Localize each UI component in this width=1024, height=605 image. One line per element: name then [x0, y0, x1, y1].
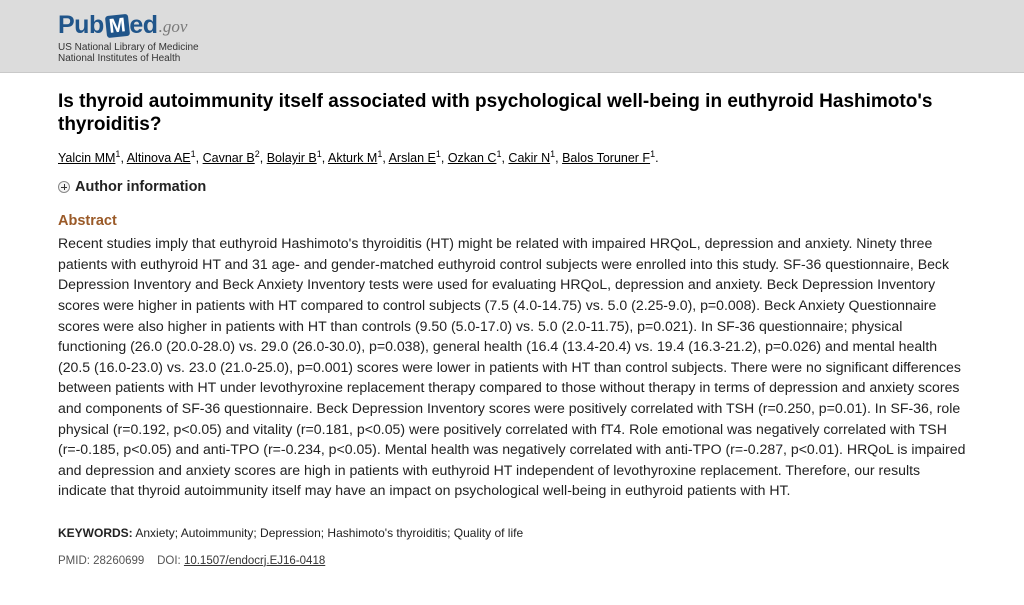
author-affiliation: 1: [115, 149, 121, 159]
abstract-heading: Abstract: [58, 213, 117, 230]
pmid: PMID: 28260699: [58, 554, 145, 567]
article-title: Is thyroid autoimmunity itself associated with psychological well-being in euthyroid Hashimoto's thyroiditis?: [58, 91, 933, 135]
keywords: [58, 526, 968, 540]
author-link[interactable]: Akturk M: [328, 151, 378, 166]
keywords-list: Anxiety; Autoimmunity; Depression; Hashimoto's thyroiditis; Quality of life: [135, 525, 524, 540]
author-separator: ,: [195, 151, 203, 166]
author-affiliation: 1: [190, 149, 196, 159]
author-separator: ,: [440, 151, 448, 166]
logo-gov: .gov: [158, 17, 188, 36]
author-separator: ,: [321, 151, 328, 166]
author-separator: ,: [120, 151, 127, 166]
author-separator: ,: [382, 151, 389, 166]
org-line-1: US National Library of Medicine: [58, 42, 199, 53]
doi-label: DOI:: [157, 554, 181, 567]
article-identifiers: [58, 555, 968, 567]
author-affiliation: 1: [496, 149, 502, 159]
logo-m: M: [105, 14, 130, 38]
expand-plus-icon[interactable]: [58, 181, 70, 193]
logo-ed: ed: [129, 11, 158, 39]
author-affiliation: 1: [316, 149, 322, 159]
author-separator: ,: [555, 151, 563, 166]
author-link[interactable]: Yalcin MM: [58, 151, 116, 166]
author-affiliation: 1: [377, 149, 383, 159]
author-affiliation: 1: [550, 149, 556, 159]
doi-link[interactable]: 10.1507/endocrj.EJ16-0418: [183, 554, 326, 567]
author-list: [58, 146, 968, 166]
author-link[interactable]: Bolayir B: [266, 151, 317, 166]
nlm-org: [58, 42, 199, 64]
author-link[interactable]: Cavnar B: [202, 151, 255, 166]
author-affiliation: 2: [254, 149, 260, 159]
author-link[interactable]: Cakir N: [508, 151, 551, 166]
org-line-2: National Institutes of Health: [58, 53, 181, 64]
author-affiliation: 1: [650, 149, 656, 159]
author-affiliation: 1: [435, 149, 441, 159]
pubmed-header: [0, 0, 1024, 73]
author-link[interactable]: Altinova AE: [126, 151, 191, 166]
author-information-toggle[interactable]: [58, 179, 968, 195]
author-link[interactable]: Balos Toruner F: [562, 151, 651, 166]
pubmed-logo[interactable]: [58, 8, 187, 40]
logo-pub: Pub: [58, 11, 104, 39]
author-separator: .: [655, 151, 659, 166]
author-link[interactable]: Ozkan C: [447, 151, 497, 166]
author-link[interactable]: Arslan E: [388, 151, 436, 166]
keywords-label: KEYWORDS:: [58, 525, 133, 540]
author-information-label: Author information: [75, 179, 207, 196]
article-content: [58, 90, 968, 567]
author-separator: ,: [501, 151, 509, 166]
author-separator: ,: [259, 151, 267, 166]
abstract-text: Recent studies imply that euthyroid Hashimoto's thyroiditis (HT) might be related with impaired HRQoL, depression and anxiety. Ninety three patients with euthyroid HT and 31 age- and gender-matched euthyroid control subjects were enrolled into this study. SF-36 questionnaire, Beck Depression Inventory and Beck Anxiety Inventory tests were used for evaluating HRQoL, depression and anxiety. Beck Depression Inventory scores were higher in patients with HT compared to control subjects (7.5 (4.0-14.75) vs. 5.0 (2.25-9.0), p=0.008). Beck Anxiety Questionnaire scores were also higher in patients with HT than controls (9.50 (5.0-17.0) vs. 5.0 (2.0-11.75), p=0.021). In SF-36 questionnaire; physical functioning (26.0 (20.0-28.0) vs. 29.0 (26.0-30.0), p=0.038), general health (16.4 (13.4-20.4) vs. 19.4 (16.3-21.2), p=0.026) and mental health (20.5 (16.0-23.0) vs. 23.0 (21.0-25.0), p=0.001) scores were lower in patients with HT than control subjects. There were no significant differences between patients with HT under levothyroxine replacement therapy compared to those without therapy in terms of depression and anxiety scores and components of SF-36 questionnaire. Beck Depression Inventory scores were positively correlated with TSH (r=0.250, p=0.01). In SF-36, role physical (r=0.192, p<0.05) and vitality (r=0.181, p<0.05) were positively correlated with fT4. Role emotional was negatively correlated with TSH (r=-0.185, p<0.05) and anti-TPO (r=-0.234, p<0.05). Mental health was negatively correlated with anti-TPO (r=-0.287, p<0.01). HRQoL is impaired and depression and anxiety scores are high in patients with euthyroid HT independent of levothyroxine replacement. Therefore, our results indicate that thyroid autoimmunity itself may have an impact on psychological well-being in euthyroid patients with HT.: [58, 235, 966, 499]
